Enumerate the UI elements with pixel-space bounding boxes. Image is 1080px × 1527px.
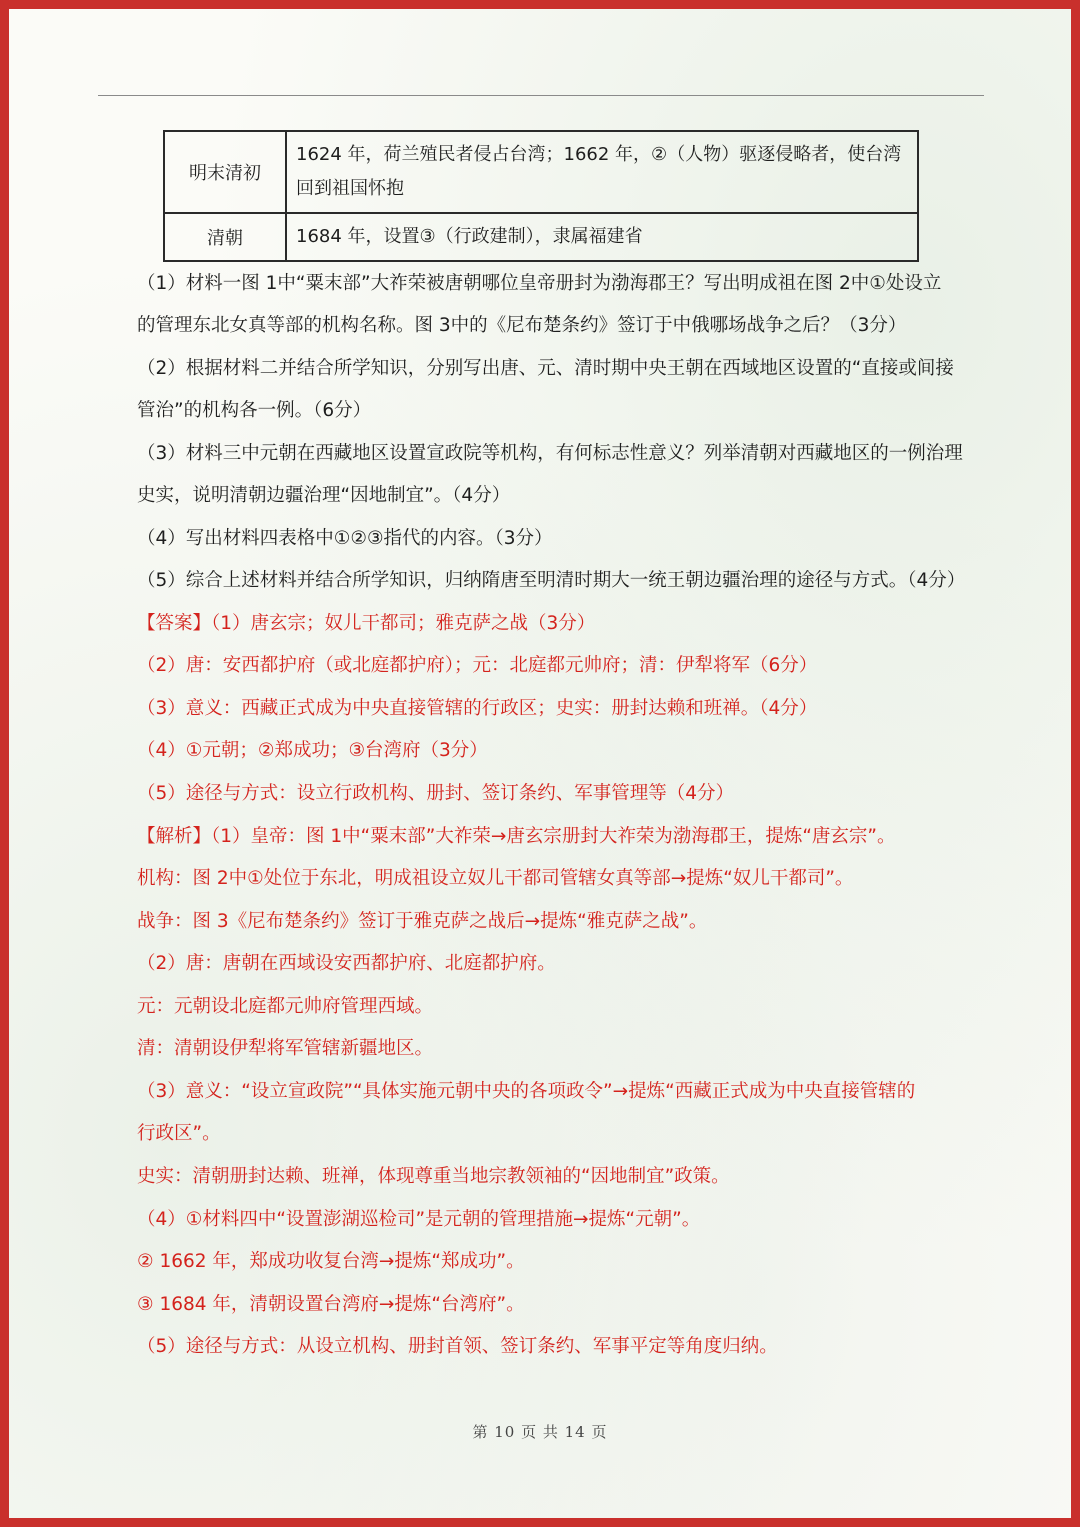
- analysis-line: 【解析】（1）皇帝：图 1中“粟末部”大祚荣→唐玄宗册封大祚荣为渤海郡王，提炼“唐玄宗”。: [137, 826, 896, 847]
- question-line: （1）材料一图 1中“粟末部”大祚荣被唐朝哪位皇帝册封为渤海郡王？写出明成祖在图 2中①处设立: [137, 273, 942, 294]
- material-four-table: [163, 130, 919, 262]
- analysis-line: 行政区”。: [137, 1123, 221, 1144]
- analysis-line: （3）意义：“设立宣政院”“具体实施元朝中央的各项政令”→提炼“西藏正式成为中央直接管辖的: [137, 1081, 916, 1102]
- answer-line: 【答案】（1）唐玄宗；奴儿干都司；雅克萨之战（3分）: [137, 613, 596, 634]
- question-line: 的管理东北女真等部的机构名称。图 3中的《尼布楚条约》签订于中俄哪场战争之后？（3分）: [137, 315, 907, 336]
- table-row: [164, 213, 918, 261]
- analysis-line: ③ 1684 年，清朝设置台湾府→提炼“台湾府”。: [137, 1294, 525, 1315]
- analysis-line: （4）①材料四中“设置澎湖巡检司”是元朝的管理措施→提炼“元朝”。: [137, 1209, 701, 1230]
- table-row: [164, 131, 918, 213]
- page-number: 第 10 页 共 14 页: [472, 1423, 608, 1441]
- analysis-line: 清：清朝设伊犁将军管辖新疆地区。: [137, 1038, 434, 1059]
- table-period-cell: 明末清初: [164, 131, 286, 213]
- question-line: （4）写出材料四表格中①②③指代的内容。（3分）: [137, 528, 553, 549]
- header-rule: [98, 95, 984, 96]
- analysis-line: 机构：图 2中①处位于东北，明成祖设立奴儿干都司管辖女真等部→提炼“奴儿干都司”。: [137, 868, 854, 889]
- question-line: （5）综合上述材料并结合所学知识，归纳隋唐至明清时期大一统王朝边疆治理的途径与方式。（4分）: [137, 570, 966, 591]
- analysis-line: （5）途径与方式：从设立机构、册封首领、签订条约、军事平定等角度归纳。: [137, 1336, 778, 1357]
- answer-line: （3）意义：西藏正式成为中央直接管辖的行政区；史实：册封达赖和班禅。（4分）: [137, 698, 818, 719]
- question-line: 管治”的机构各一例。（6分）: [137, 400, 372, 421]
- question-line: （2）根据材料二并结合所学知识，分别写出唐、元、清时期中央王朝在西域地区设置的“直接或间接: [137, 358, 954, 379]
- table-content-cell: 1684 年，设置③（行政建制），隶属福建省: [286, 213, 918, 261]
- answer-line: （2）唐：安西都护府（或北庭都护府）；元：北庭都元帅府；清：伊犁将军（6分）: [137, 655, 818, 676]
- question-line: （3）材料三中元朝在西藏地区设置宣政院等机构，有何标志性意义？列举清朝对西藏地区的一例治理: [137, 443, 963, 464]
- answer-line: （5）途径与方式：设立行政机构、册封、签订条约、军事管理等（4分）: [137, 783, 735, 804]
- analysis-line: 战争：图 3《尼布楚条约》签订于雅克萨之战后→提炼“雅克萨之战”。: [137, 911, 708, 932]
- document-page: [9, 9, 1071, 1518]
- table-content-cell: 1624 年，荷兰殖民者侵占台湾；1662 年，②（人物）驱逐侵略者，使台湾回到祖国怀抱: [286, 131, 918, 213]
- analysis-line: 史实：清朝册封达赖、班禅，体现尊重当地宗教领袖的“因地制宜”政策。: [137, 1166, 730, 1187]
- answer-line: （4）①元朝；②郑成功；③台湾府（3分）: [137, 740, 488, 761]
- analysis-line: 元：元朝设北庭都元帅府管理西域。: [137, 996, 434, 1017]
- table-period-cell: 清朝: [164, 213, 286, 261]
- analysis-line: （2）唐：唐朝在西域设安西都护府、北庭都护府。: [137, 953, 556, 974]
- analysis-line: ② 1662 年，郑成功收复台湾→提炼“郑成功”。: [137, 1251, 525, 1272]
- question-line: 史实，说明清朝边疆治理“因地制宜”。（4分）: [137, 485, 511, 506]
